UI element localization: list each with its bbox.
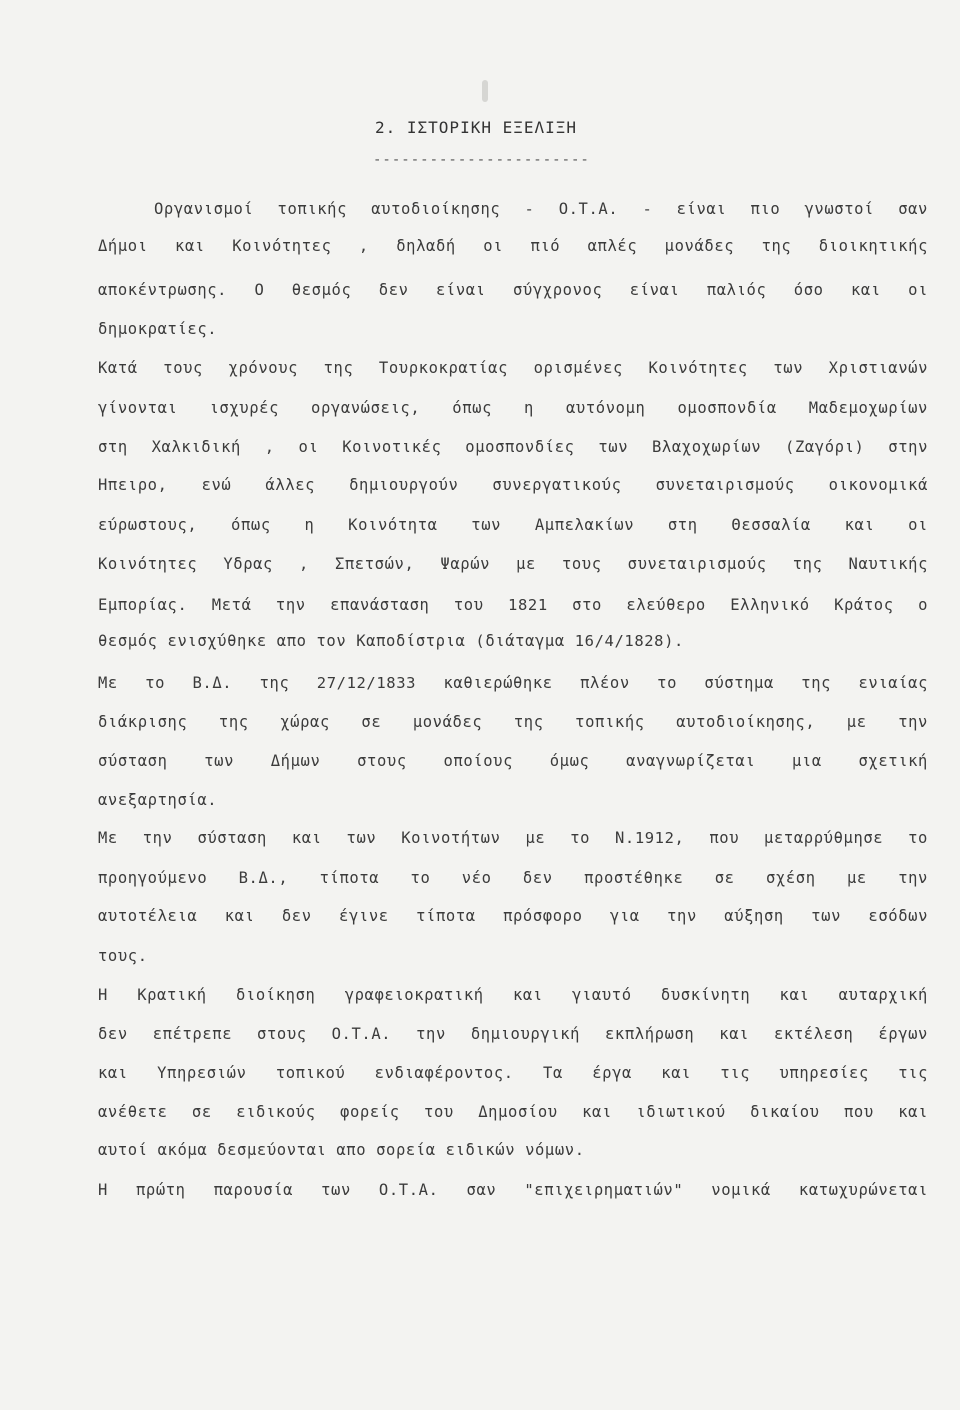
text-line: ανέθετε σε ειδικούς φορείς του Δημοσίου και ιδιωτικού δικαίου που και bbox=[98, 1103, 928, 1121]
text-line: και Υπηρεσιών τοπικού ενδιαφέροντος. Τα έργα και τις υπηρεσίες τις bbox=[98, 1064, 928, 1082]
text-line: εύρωστους, όπως η Κοινότητα των Αμπελακίων στη Θεσσαλία και οι bbox=[98, 516, 928, 534]
text-line: ανεξαρτησία. bbox=[98, 791, 218, 809]
text-line: διάκρισης της χώρας σε μονάδες της τοπικής αυτοδιοίκησης, με την bbox=[98, 713, 928, 731]
text-line: Εμπορίας. Μετά την επανάσταση του 1821 στο ελεύθερο Ελληνικό Κράτος ο bbox=[98, 596, 928, 614]
text-line: στη Χαλκιδική , οι Κοινοτικές ομοσπονδίες των Βλαχοχωρίων (Ζαγόρι) στην bbox=[98, 438, 928, 456]
text-line: σύσταση των Δήμων στους οποίους όμως αναγνωρίζεται μια σχετική bbox=[98, 752, 928, 770]
text-line: γίνονται ισχυρές οργανώσεις, όπως η αυτόνομη ομοσπονδία Μαδεμοχωρίων bbox=[98, 399, 928, 417]
text-line: αυτοί ακόμα δεσμεύονται απο σορεία ειδικών νόμων. bbox=[98, 1141, 585, 1159]
text-line: Η Κρατική διοίκηση γραφειοκρατική και γιαυτό δυσκίνητη και αυταρχική bbox=[98, 986, 928, 1004]
text-line: αποκέντρωσης. Ο θεσμός δεν είναι σύγχρονος είναι παλιός όσο και οι bbox=[98, 281, 928, 299]
scan-artifact bbox=[482, 80, 488, 102]
text-line: Οργανισμοί τοπικής αυτοδιοίκησης - Ο.Τ.Α. - είναι πιο γνωστοί σαν bbox=[154, 200, 928, 218]
text-line: προηγούμενο Β.Δ., τίποτα το νέο δεν προστέθηκε σε σχέση με την bbox=[98, 869, 928, 887]
text-line: δεν επέτρεπε στους Ο.Τ.Α. την δημιουργική εκπλήρωση και εκτέλεση έργων bbox=[98, 1025, 928, 1043]
text-line: Δήμοι και Κοινότητες , δηλαδή οι πιό απλές μονάδες της διοικητικής bbox=[98, 237, 928, 255]
text-line: Με το Β.Δ. της 27/12/1833 καθιερώθηκε πλέον το σύστημα της ενιαίας bbox=[98, 674, 928, 692]
heading-underline: ----------------------- bbox=[373, 152, 590, 168]
text-line: Κοινότητες Υδρας , Σπετσών, Ψαρών με τους συνεταιρισμούς της Ναυτικής bbox=[98, 555, 928, 573]
text-line: αυτοτέλεια και δεν έγινε τίποτα πρόσφορο για την αύξηση των εσόδων bbox=[98, 907, 928, 925]
text-line: δημοκρατίες. bbox=[98, 320, 218, 338]
text-line: Κατά τους χρόνους της Τουρκοκρατίας ορισμένες Κοινότητες των Χριστιανών bbox=[98, 359, 928, 377]
section-heading: 2. ΙΣΤΟΡΙΚΗ ΕΞΕΛΙΞΗ bbox=[375, 118, 578, 137]
text-line: Ηπειρο, ενώ άλλες δημιουργούν συνεργατικούς συνεταιρισμούς οικονομικά bbox=[98, 476, 928, 494]
text-line: τους. bbox=[98, 947, 148, 965]
text-line: θεσμός ενισχύθηκε απο τον Καποδίστρια (διάταγμα 16/4/1828). bbox=[98, 632, 684, 650]
text-line: Με την σύσταση και των Κοινοτήτων με το Ν.1912, που μεταρρύθμησε το bbox=[98, 829, 928, 847]
text-line: Η πρώτη παρουσία των Ο.Τ.Α. σαν "επιχειρηματιών" νομικά κατωχυρώνεται bbox=[98, 1181, 928, 1199]
